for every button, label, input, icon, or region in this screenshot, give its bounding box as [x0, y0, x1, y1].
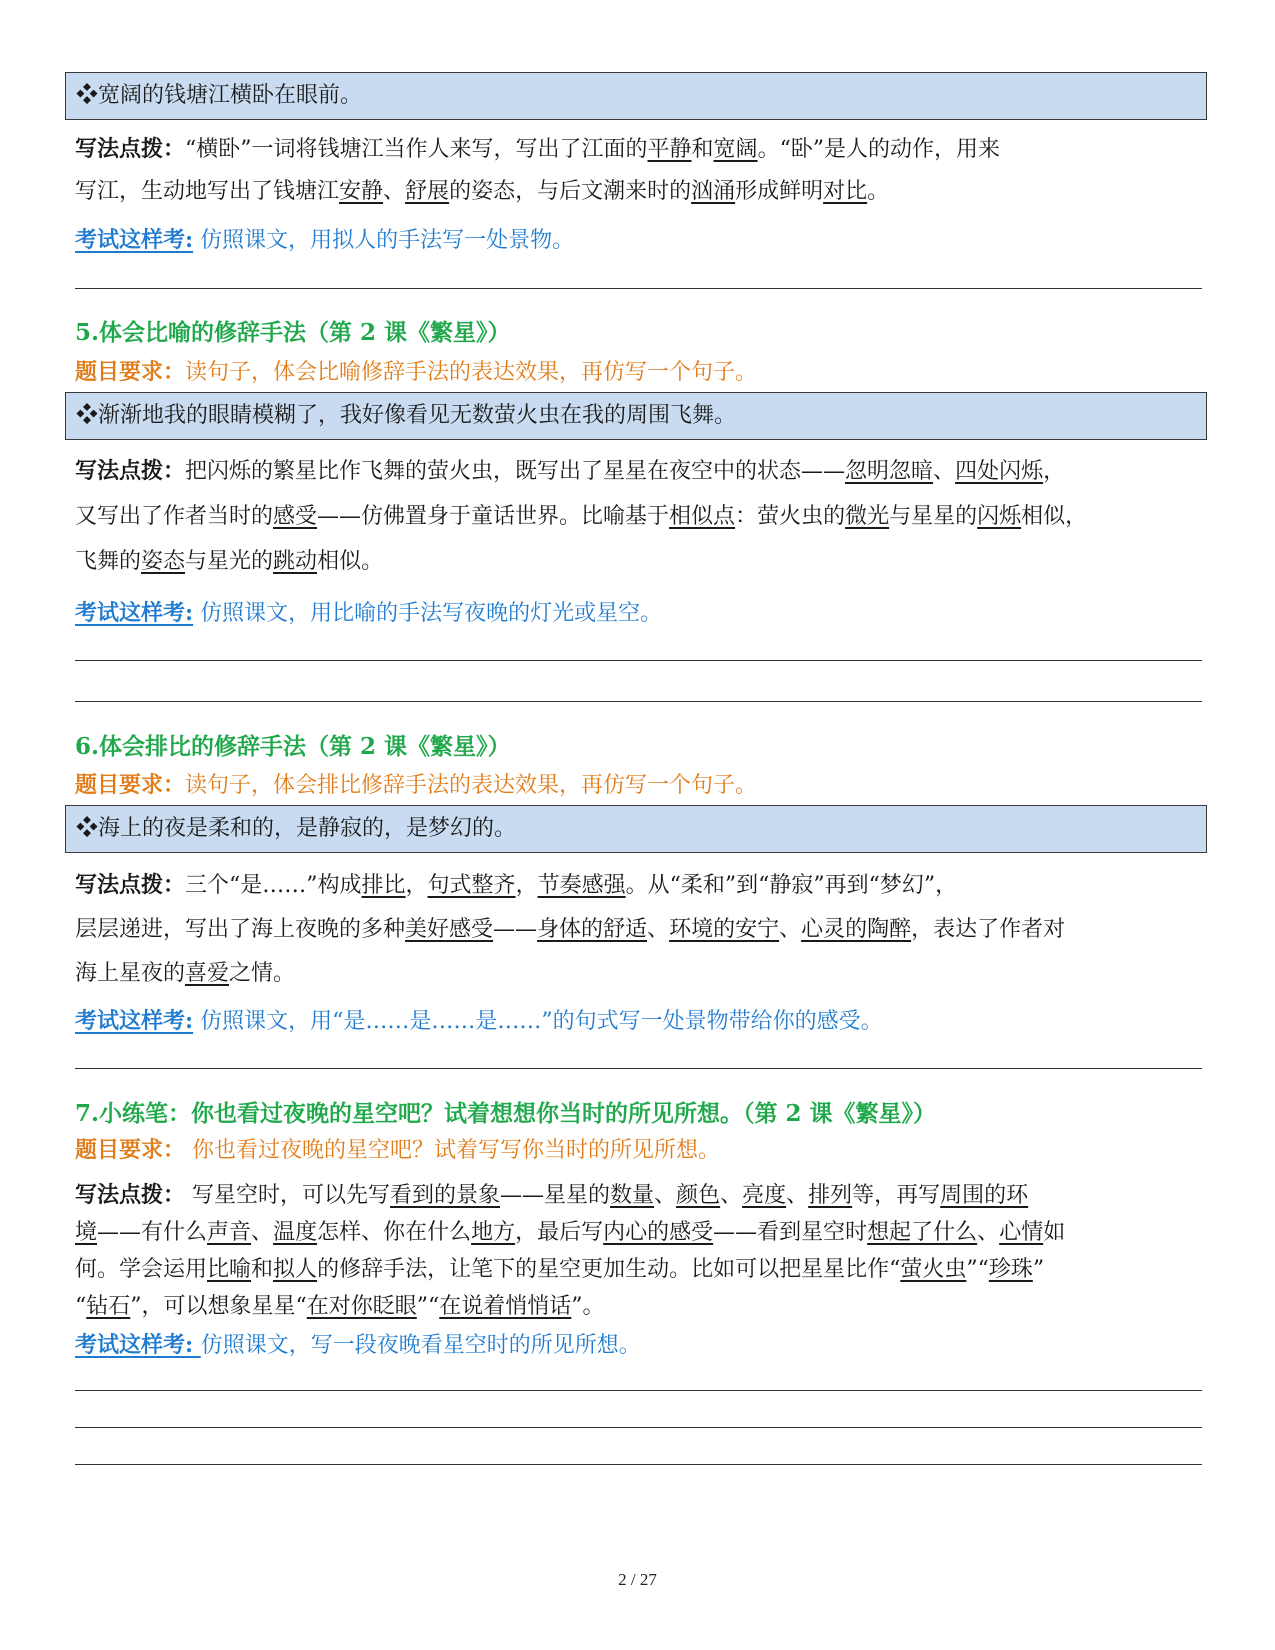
exam-text: 仿照课文，写一段夜晚看星空时的所见所想。	[200, 1333, 641, 1358]
page-number: 2 / 27	[618, 1570, 657, 1589]
tip-keyword: 在对你眨眼	[306, 1294, 417, 1319]
exam-label: 考试这样考:	[75, 600, 194, 626]
tip-text: 写星空时，可以先写	[185, 1183, 391, 1208]
task-requirement	[75, 768, 757, 799]
tip-text: ”	[1032, 1257, 1045, 1282]
answer-line[interactable]	[75, 701, 1202, 702]
tip-text: ——看到星空时	[713, 1220, 868, 1245]
tip-text: “横卧”一词将钱塘江当作人来写，写出了江面的	[185, 137, 648, 162]
tip-text: 和	[691, 137, 714, 162]
tip-keyword: 宽阔	[713, 137, 758, 162]
tip-keyword: 心灵的陶醉	[801, 917, 912, 942]
exam-label: 考试这样考:	[75, 227, 194, 253]
tip-keyword: 舒展	[405, 179, 450, 204]
tip-keyword: 环境的安宁	[669, 917, 780, 942]
exam-text: 仿照课文，用比喻的手法写夜晚的灯光或星空。	[193, 601, 663, 626]
tip-text: 又写出了作者当时的	[75, 504, 274, 529]
tip-text: ，	[1043, 459, 1066, 484]
writing-tip	[75, 1177, 1205, 1325]
tip-text: 、	[647, 917, 670, 942]
tip-text: 三个“是……”构成	[185, 873, 362, 898]
tip-keyword: 心情	[999, 1220, 1044, 1245]
tip-label: 写法点拨：	[75, 872, 186, 898]
requirement-text: 你也看过夜晚的星空吧？试着写写你当时的所见所想。	[185, 1138, 721, 1163]
task-requirement	[75, 1133, 720, 1164]
tip-text: 怎样、你在什么	[317, 1220, 472, 1245]
tip-keyword: 平静	[647, 137, 692, 162]
example-sentence-box: ❖海上的夜是柔和的，是静寂的，是梦幻的。	[65, 805, 1207, 853]
tip-keyword: 感受	[273, 504, 318, 529]
tip-text: 、	[786, 1183, 809, 1208]
tip-keyword: 节奏感强	[537, 873, 626, 898]
exam-label: 考试这样考:	[75, 1332, 201, 1358]
tip-text: 把闪烁的繁星比作飞舞的萤火虫，既写出了星星在夜空中的状态——	[185, 459, 846, 484]
tip-label: 写法点拨：	[75, 458, 186, 484]
tip-text: 、	[383, 179, 406, 204]
requirement-text: 读句子，体会比喻修辞手法的表达效果，再仿写一个句子。	[185, 360, 758, 385]
requirement-label: 题目要求：	[75, 772, 186, 798]
tip-text: 、	[251, 1220, 274, 1245]
tip-text: ，最后写	[515, 1220, 604, 1245]
tip-text: 如	[1043, 1220, 1066, 1245]
tip-text: ，	[405, 873, 428, 898]
answer-line[interactable]	[75, 660, 1202, 661]
tip-text: 形成鲜明	[735, 179, 824, 204]
tip-keyword: 相似点	[669, 504, 736, 529]
tip-keyword: 在说着悄悄话	[439, 1294, 572, 1319]
tip-text: 的姿态，与后文潮来时的	[449, 179, 692, 204]
requirement-label: 题目要求：	[75, 359, 186, 385]
tip-text: ”。	[571, 1294, 605, 1319]
tip-text: 、	[720, 1183, 743, 1208]
tip-keyword: 排比	[361, 873, 406, 898]
tip-text: 的修辞手法，让笔下的星空更加生动。比如可以把星星比作“	[317, 1257, 901, 1282]
tip-keyword: 闪烁	[977, 504, 1022, 529]
exam-prompt	[75, 1328, 641, 1359]
tip-keyword: 数量	[610, 1183, 655, 1208]
tip-keyword: 微光	[845, 504, 890, 529]
tip-keyword: 跳动	[273, 549, 318, 574]
tip-keyword: 姿态	[141, 549, 186, 574]
tip-text: 相似。	[317, 549, 384, 574]
tip-text: ”“	[966, 1257, 989, 1282]
tip-text: ，表达了作者对	[911, 917, 1066, 942]
writing-tip	[75, 863, 1205, 996]
tip-keyword: 美好感受	[405, 917, 494, 942]
tip-text: 何。学会运用	[75, 1257, 208, 1282]
tip-text: 与星光的	[185, 549, 274, 574]
tip-text: 。“卧”是人的动作，用来	[757, 137, 1001, 162]
tip-text: 、	[933, 459, 956, 484]
answer-line[interactable]	[75, 1427, 1202, 1428]
writing-tip	[75, 128, 1205, 213]
tip-keyword: 亮度	[742, 1183, 787, 1208]
tip-keyword: 温度	[273, 1220, 318, 1245]
tip-text: 等，再写	[852, 1183, 941, 1208]
tip-keyword: 声音	[207, 1220, 252, 1245]
tip-text: ——有什么	[97, 1220, 208, 1245]
tip-text: 相似，	[1021, 504, 1088, 529]
tip-text: 。	[867, 179, 890, 204]
answer-line[interactable]	[75, 1464, 1202, 1465]
tip-keyword: 周围的环	[940, 1183, 1029, 1208]
tip-keyword: 安静	[339, 179, 384, 204]
answer-line[interactable]	[75, 1390, 1202, 1391]
tip-keyword: 喜爱	[185, 961, 230, 986]
tip-text: 海上星夜的	[75, 961, 186, 986]
tip-text: ——	[493, 917, 538, 942]
tip-text: 层层递进，写出了海上夜晚的多种	[75, 917, 406, 942]
tip-keyword: 境	[75, 1220, 98, 1245]
tip-text: 。从“柔和”到“静寂”再到“梦幻”，	[625, 873, 958, 898]
tip-text: 、	[977, 1220, 1000, 1245]
exam-prompt	[75, 223, 574, 254]
tip-keyword: 萤火虫	[900, 1257, 967, 1282]
tip-text: 写江，生动地写出了钱塘江	[75, 179, 340, 204]
section-heading: 7.小练笔：你也看过夜晚的星空吧？试着想想你当时的所见所想。（第 2 课《繁星》）	[75, 1100, 937, 1127]
answer-line[interactable]	[75, 288, 1202, 289]
tip-text: ——星星的	[500, 1183, 611, 1208]
tip-keyword: 对比	[823, 179, 868, 204]
exam-text: 仿照课文，用“是……是……是……”的句式写一处景物带给你的感受。	[193, 1009, 883, 1034]
answer-line[interactable]	[75, 1068, 1202, 1069]
tip-keyword: 汹涌	[691, 179, 736, 204]
tip-keyword: 颜色	[676, 1183, 721, 1208]
writing-tip	[75, 449, 1205, 584]
tip-text: 、	[779, 917, 802, 942]
tip-text: ”，可以想象星星“	[130, 1294, 307, 1319]
tip-text: 飞舞的	[75, 549, 142, 574]
tip-keyword: 钻石	[86, 1294, 131, 1319]
requirement-text: 读句子，体会排比修辞手法的表达效果，再仿写一个句子。	[185, 773, 758, 798]
tip-keyword: 想起了什么	[867, 1220, 978, 1245]
section-heading: 6.体会排比的修辞手法（第 2 课《繁星》）	[75, 733, 511, 760]
tip-text: ”“	[416, 1294, 440, 1319]
tip-text: 、	[654, 1183, 677, 1208]
tip-keyword: 四处闪烁	[955, 459, 1044, 484]
tip-text: ：萤火虫的	[735, 504, 846, 529]
example-sentence-box: ❖渐渐地我的眼睛模糊了，我好像看见无数萤火虫在我的周围飞舞。	[65, 392, 1207, 440]
tip-text: 之情。	[229, 961, 296, 986]
tip-text: “	[75, 1294, 87, 1319]
tip-label: 写法点拨：	[75, 1182, 186, 1208]
tip-text: 和	[251, 1257, 274, 1282]
section-heading: 5.体会比喻的修辞手法（第 2 课《繁星》）	[75, 319, 511, 346]
tip-keyword: 身体的舒适	[537, 917, 648, 942]
tip-text: ——仿佛置身于童话世界。比喻基于	[317, 504, 670, 529]
tip-keyword: 忽明忽暗	[845, 459, 934, 484]
tip-text: ，	[515, 873, 538, 898]
exam-prompt	[75, 596, 662, 627]
tip-label: 写法点拨：	[75, 136, 186, 162]
tip-keyword: 珍珠	[988, 1257, 1033, 1282]
tip-keyword: 地方	[471, 1220, 516, 1245]
tip-keyword: 内心的感受	[603, 1220, 714, 1245]
task-requirement	[75, 355, 757, 386]
tip-keyword: 看到的景象	[390, 1183, 501, 1208]
tip-keyword: 排列	[808, 1183, 853, 1208]
exam-label: 考试这样考:	[75, 1008, 194, 1034]
tip-keyword: 拟人	[273, 1257, 318, 1282]
tip-keyword: 比喻	[207, 1257, 252, 1282]
tip-text: 与星星的	[889, 504, 978, 529]
requirement-label: 题目要求：	[75, 1137, 186, 1163]
exam-text: 仿照课文，用拟人的手法写一处景物。	[193, 228, 575, 253]
tip-keyword: 句式整齐	[427, 873, 516, 898]
exam-prompt	[75, 1004, 883, 1035]
example-sentence-box: ❖宽阔的钱塘江横卧在眼前。	[65, 72, 1207, 120]
